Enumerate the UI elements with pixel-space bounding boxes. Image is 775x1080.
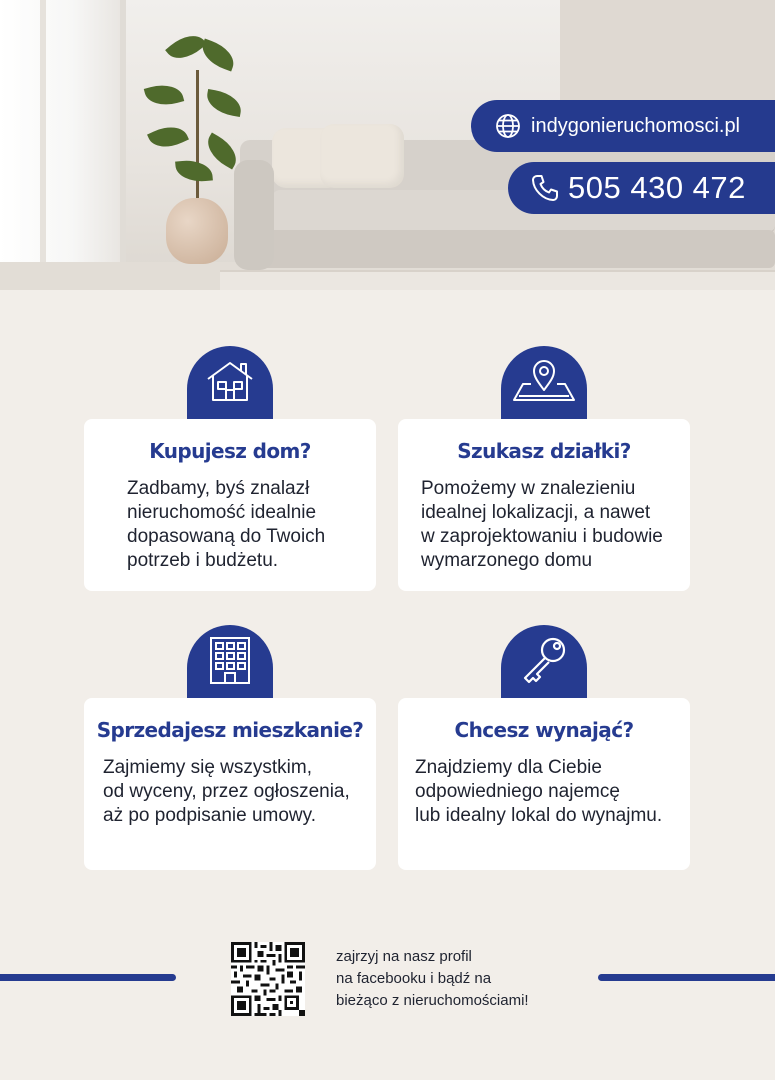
phone-icon [530,173,560,203]
phone-number[interactable]: 505 430 472 [568,170,746,205]
card-plot-tab [501,346,587,420]
house-icon [205,359,255,408]
plant-leaf [165,27,207,67]
sofa-arm [234,160,274,270]
website-link[interactable]: indygonieruchomosci.pl [531,114,741,137]
card-text: Zajmiemy się wszystkim, od wyceny, przez ogłoszenia, aż po podpisanie umowy. [103,757,350,826]
plant-leaf [197,39,238,72]
card-find-plot [398,419,690,591]
qr-code[interactable] [231,942,305,1016]
card-text: Znajdziemy dla Ciebie odpowiedniego najemcę lub idealny lokal do wynajmu. [415,757,663,826]
key-icon [518,634,570,691]
plant-stem [196,70,199,202]
sofa-base [240,230,775,268]
footer-line-left [0,974,176,981]
footer-line-right [598,974,775,981]
plant-pot [166,198,228,264]
card-house-tab [187,346,273,420]
card-rent-tab [501,625,587,699]
sofa-pillow [320,124,404,188]
card-text: Pomożemy w znalezieniu idealnej lokalizacji, a nawet w zaprojektowaniu i budowie wymarzonego domu [421,478,663,571]
apartment-building-icon [207,635,253,690]
plant-leaf [147,119,189,154]
hero-window-frame [40,0,46,280]
card-title: Chcesz wynająć? [454,718,634,742]
plant-leaf [175,158,213,183]
phone-badge[interactable] [508,162,775,214]
card-title: Szukasz działki? [457,439,631,463]
map-pin-icon [511,358,577,409]
card-buy-house [84,419,376,591]
hero-window [0,0,126,280]
card-title: Kupujesz dom? [149,439,311,463]
card-sell-apartment [84,698,376,870]
card-apartment-tab [187,625,273,699]
card-title: Sprzedajesz mieszkanie? [96,718,364,742]
plant-leaf [204,89,243,117]
globe-icon [495,113,521,139]
footer-facebook-text: zajrzyj na nasz profil na facebooku i bądź na bieżąco z nieruchomościami! [336,948,529,1009]
hero-rug [220,270,775,290]
plant-leaf [144,80,184,111]
website-badge[interactable] [471,100,775,152]
card-text: Zadbamy, byś znalazł nieruchomość idealnie dopasowaną do Twoich potrzeb i budżetu. [127,478,326,571]
card-rent [398,698,690,870]
